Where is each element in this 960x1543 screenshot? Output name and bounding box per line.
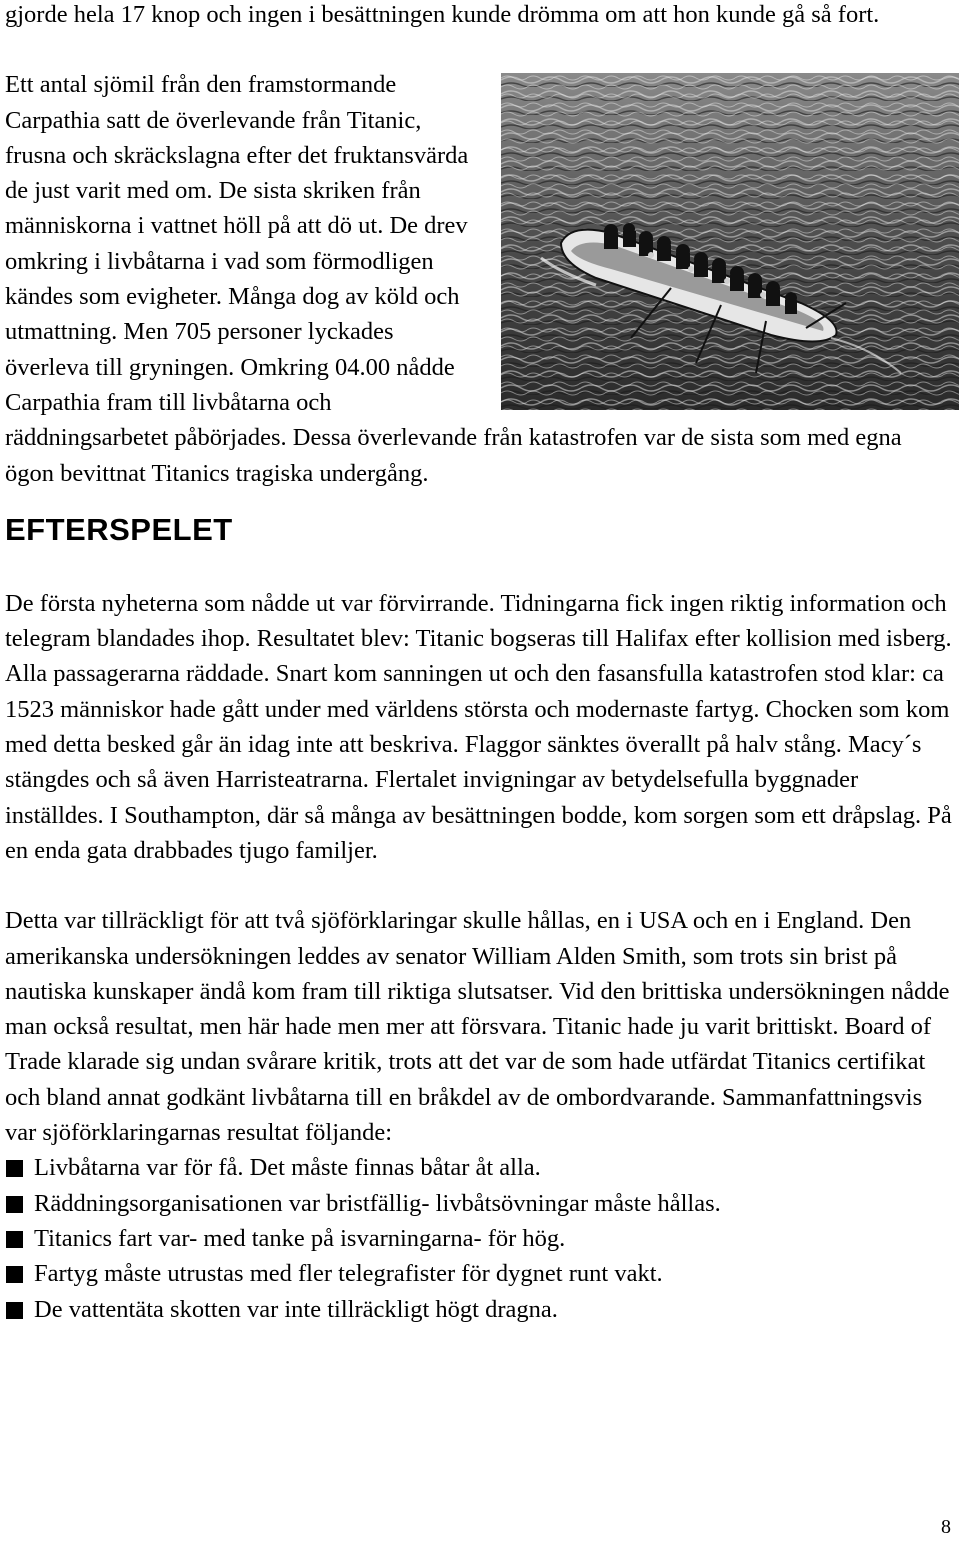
list-item: Fartyg måste utrustas med fler telegrafister för dygnet runt vakt. [5,1256,955,1291]
square-bullet-icon [6,1266,23,1283]
square-bullet-icon [6,1196,23,1213]
list-item: Räddningsorganisationen var bristfällig- livbåtsövningar måste hållas. [5,1186,955,1221]
paragraph-first-news: De första nyheterna som nådde ut var förvirrande. Tidningarna fick ingen riktig information och telegram blandades ihop. Resultatet blev: Titanic bogseras till Halifax efter kollision med isberg. Alla passagerarna räddade. Snart kom sanningen ut och den fasansfulla katastrofen stod klar: ca 1523 människor hade gått under med världens största och modernaste fartyg. Chocken som kom med detta besked går än idag inte att beskriva. Flaggor sänktes överallt på halv stång. Macy´s stängdes och så även Harristeatrarna. Flertalet invigningar av betydelsefulla byggnader inställdes. I Southampton, där så många av besättningen bodde, kom sorgen som ett dråpslag. På en enda gata drabbades tjugo familjer. [5,589,952,864]
conclusions-list [5,1150,955,1326]
square-bullet-icon [6,1302,23,1319]
square-bullet-icon [6,1160,23,1177]
square-bullet-icon [6,1231,23,1248]
list-item: Livbåtarna var för få. Det måste finnas båtar åt alla. [5,1150,955,1185]
lifeboat-photo [501,73,959,410]
page-number: 8 [941,1516,951,1538]
list-item: Titanics fart var- med tanke på isvarningarna- för hög. [5,1221,955,1256]
lifeboat-photo-icon [501,73,959,410]
paragraph-survivors: Ett antal sjömil från den framstormande Carpathia satt de överlevande från Titanic, frusna och skräckslagna efter det fruktansvärda de just varit med om. De sista skriken från människorna i vattnet höll på att dö ut. De drev omkring i livbåtarna i vad som förmodligen kändes som evigheter. Många dog av köld och utmattning. Men 705 personer lyckades överleva till gryningen. Omkring 04.00 nådde Carpathia fram till livbåtarna och räddningsarbetet påbörjades. Dessa överlevande från katastrofen var de sista som med egna ögon bevittnat Titanics tragiska undergång. [5,71,902,487]
intro-paragraph: gjorde hela 17 knop och ingen i besättningen kunde drömma om att hon kunde gå så fort. [5,1,880,28]
list-item: De vattentäta skotten var inte tillräckligt högt dragna. [5,1292,955,1327]
document-page [5,0,955,1327]
paragraph-inquiries: Detta var tillräckligt för att två sjöförklaringar skulle hållas, en i USA och en i England. Den amerikanska undersökningen leddes av senator William Alden Smith, som trots sin brist på nautiska kunskaper ändå kom fram till riktiga slutsatser. Vid den brittiska undersökningen nådde man också resultat, men här hade men mer att försvara. Titanic hade ju varit brittiskt. Board of Trade klarade sig undan svårare kritik, trots att det var de som hade utfärdat Titanics certifikat och bland annat godkänt livbåtarna till en bråkdel av de ombordvarande. Sammanfattningsvis var sjöförklaringarnas resultat följande: [5,907,950,1147]
section-heading: EFTERSPELET [5,511,233,547]
photo-frame [501,73,959,410]
